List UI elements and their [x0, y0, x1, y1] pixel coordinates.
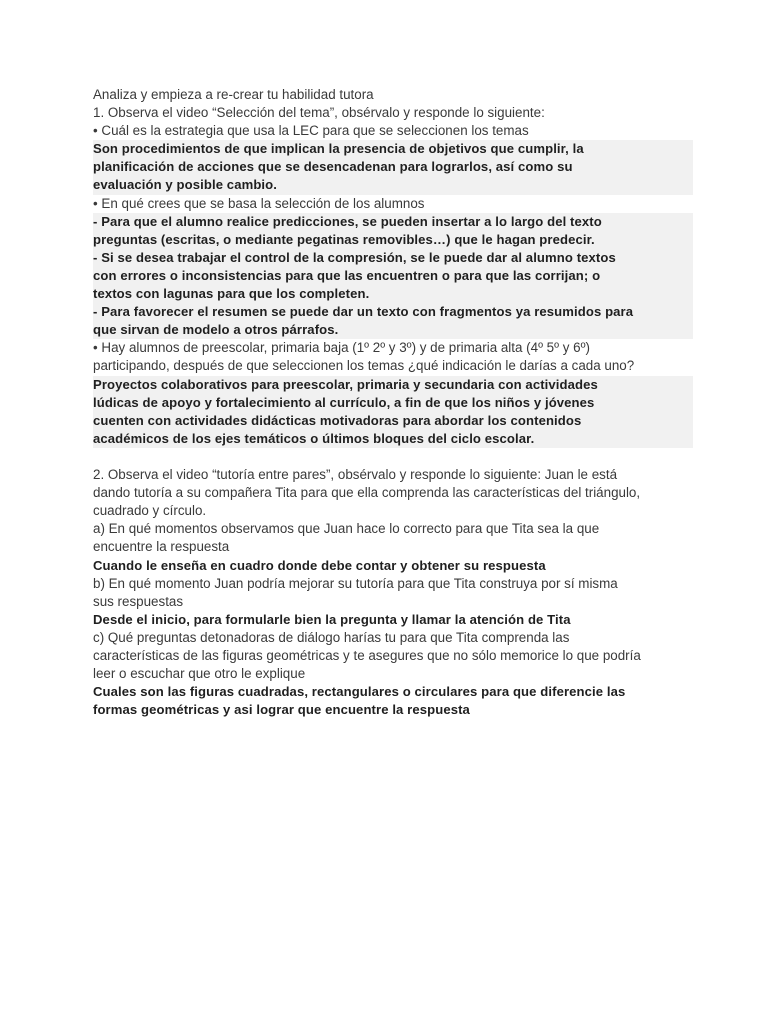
answer-c-line: Cuales son las figuras cuadradas, rectangulares o circulares para que diferencie las [93, 684, 626, 700]
question-2-heading: cuadrado y círculo. [93, 503, 207, 519]
answer-3-line: cuenten con actividades didácticas motivadoras para abordar los contenidos [93, 412, 693, 430]
answer-3-line: Proyectos colaborativos para preescolar, primaria y secundaria con actividades [93, 376, 693, 394]
document-page [93, 86, 693, 719]
answer-2-line: - Para que el alumno realice predicciones, se pueden insertar a lo largo del texto [93, 213, 693, 231]
answer-2-line: - Para favorecer el resumen se puede dar un texto con fragmentos ya resumidos para [93, 303, 693, 321]
answer-3-line: académicos de los ejes temáticos o últimos bloques del ciclo escolar. [93, 430, 693, 448]
question-2-item-a: encuentre la respuesta [93, 539, 230, 555]
question-1-item-2: • En qué crees que se basa la selección de los alumnos [93, 195, 425, 211]
question-2-heading: dando tutoría a su compañera Tita para que ella comprenda las características del triángulo, [93, 485, 641, 501]
answer-2-line: con errores o inconsistencias para que las encuentren o para que las corrijan; o [93, 267, 693, 285]
question-1-item-3: • Hay alumnos de preescolar, primaria baja (1º 2º y 3º) y de primaria alta (4º 5º y 6º) [93, 340, 590, 356]
answer-1-line: evaluación y posible cambio. [93, 176, 693, 194]
answer-2-line: preguntas (escritas, o mediante pegatinas removibles…) que le hagan predecir. [93, 231, 693, 249]
answer-c-line: formas geométricas y asi lograr que encuentre la respuesta [93, 702, 470, 718]
question-2-item-a: a) En qué momentos observamos que Juan hace lo correcto para que Tita sea la que [93, 521, 600, 537]
answer-2-line: que sirvan de modelo a otros párrafos. [93, 321, 693, 339]
paragraph-spacer [93, 448, 693, 466]
question-2-heading: 2. Observa el video “tutoría entre pares”, obsérvalo y responde lo siguiente: Juan le está [93, 467, 618, 483]
answer-1-line: Son procedimientos de que implican la presencia de objetivos que cumplir, la [93, 140, 693, 158]
answer-b: Desde el inicio, para formularle bien la pregunta y llamar la atención de Tita [93, 611, 571, 627]
answer-2-line: - Si se desea trabajar el control de la compresión, se le puede dar al alumno textos [93, 249, 693, 267]
question-2-item-c: leer o escuchar que otro le explique [93, 666, 306, 682]
question-2-item-c: características de las figuras geométricas y te asegures que no sólo memorice lo que podría [93, 648, 641, 663]
answer-3-line: lúdicas de apoyo y fortalecimiento al currículo, a fin de que los niños y jóvenes [93, 394, 693, 412]
question-2-item-b: b) En qué momento Juan podría mejorar su tutoría para que Tita construya por sí misma [93, 575, 618, 591]
question-1-item-3: participando, después de que seleccionen los temas ¿qué indicación le darías a cada uno? [93, 358, 635, 374]
answer-2-line: textos con lagunas para que los completen. [93, 285, 693, 303]
question-2-item-c: c) Qué preguntas detonadoras de diálogo harías tu para que Tita comprenda las [93, 629, 570, 645]
question-2-item-b: sus respuestas [93, 593, 184, 609]
question-1-heading: 1. Observa el video “Selección del tema”, obsérvalo y responde lo siguiente: [93, 105, 545, 121]
answer-1-line: planificación de acciones que se desencadenan para lograrlos, así como su [93, 158, 693, 176]
answer-a: Cuando le enseña en cuadro donde debe contar y obtener su respuesta [93, 557, 546, 573]
intro-text: Analiza y empieza a re-crear tu habilidad tutora [93, 87, 374, 102]
question-1-item-1: • Cuál es la estrategia que usa la LEC para que se seleccionen los temas [93, 123, 529, 139]
